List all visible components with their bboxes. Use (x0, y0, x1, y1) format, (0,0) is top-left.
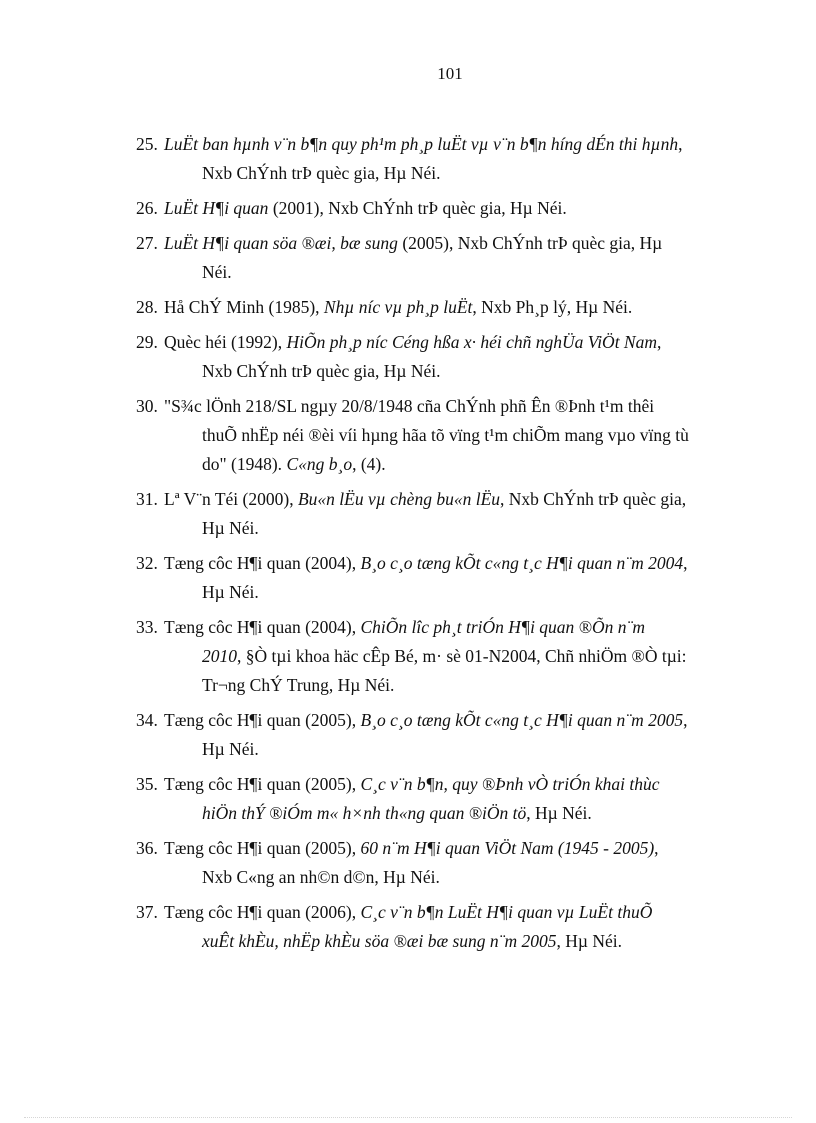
reference-title-segment: B¸o c¸o tæng kÕt c«ng t¸c H¶i quan n¨m 2004 (360, 553, 684, 573)
reference-line (164, 233, 662, 253)
reference-text (164, 229, 739, 287)
reference-number: 26. (136, 198, 158, 218)
reference-text-segment: Tr¬ng ChÝ Trung, Hµ Néi. (202, 675, 395, 695)
reference-number: 34. (136, 710, 158, 730)
reference-item (136, 549, 739, 607)
reference-text-segment: Hµ Néi. (202, 518, 259, 538)
reference-text-segment: Nxb ChÝnh trÞ quèc gia, Hµ Néi. (202, 163, 441, 183)
reference-line (164, 578, 739, 607)
reference-item (136, 194, 739, 223)
reference-line (164, 357, 739, 386)
reference-number: 35. (136, 774, 158, 794)
reference-line (164, 198, 567, 218)
reference-number: 31. (136, 489, 158, 509)
reference-text-segment: , (683, 710, 688, 730)
reference-item (136, 485, 739, 543)
reference-line (164, 553, 688, 573)
reference-line (164, 710, 688, 730)
reference-text-segment: Tæng côc H¶i quan (2006), (164, 902, 361, 922)
reference-title-segment: LuËt H¶i quan söa ®æi, bæ sung (164, 233, 398, 253)
reference-text-segment: Nxb ChÝnh trÞ quèc gia, Hµ Néi. (202, 361, 441, 381)
reference-line (164, 258, 739, 287)
reference-text-segment: , (657, 332, 662, 352)
reference-line (164, 617, 645, 637)
reference-number: 28. (136, 297, 158, 317)
reference-text (164, 392, 739, 479)
reference-text (164, 293, 739, 322)
reference-text (164, 328, 739, 386)
reference-text-segment: , (654, 838, 659, 858)
reference-item (136, 328, 739, 386)
reference-title-segment: LuËt H¶i quan (164, 198, 269, 218)
reference-text (164, 613, 739, 700)
reference-line (164, 927, 739, 956)
reference-item (136, 706, 739, 764)
reference-number: 36. (136, 838, 158, 858)
reference-line (164, 514, 739, 543)
reference-title-segment: 2010 (202, 646, 237, 666)
reference-text-segment: "S¾c lÖnh 218/SL ngµy 20/8/1948 cña ChÝnh phñ Ên ®Þnh t¹m thêi (164, 396, 655, 416)
reference-text (164, 898, 739, 956)
reference-text-segment: , Hµ Néi. (526, 803, 592, 823)
reference-title-segment: C¸c v¨n b¶n LuËt H¶i quan vµ LuËt thuÕ (360, 902, 653, 922)
reference-line (164, 134, 682, 154)
reference-text-segment: (2005), Nxb ChÝnh trÞ quèc gia, Hµ (397, 233, 663, 253)
reference-text-segment: , Nxb Ph¸p lý, Hµ Néi. (472, 297, 633, 317)
reference-line (164, 863, 739, 892)
reference-item (136, 293, 739, 322)
reference-item (136, 613, 739, 700)
reference-text (164, 549, 739, 607)
reference-text-segment: Tæng côc H¶i quan (2005), (164, 710, 361, 730)
reference-text-segment: Lª V¨n Téi (2000), (164, 489, 298, 509)
reference-text-segment: Tæng côc H¶i quan (2004), (164, 617, 361, 637)
reference-line (164, 159, 739, 188)
reference-text-segment: , (683, 553, 688, 573)
reference-text-segment: Hå ChÝ Minh (1985), (164, 297, 324, 317)
reference-text (164, 194, 739, 223)
page-bottom-divider (24, 1117, 792, 1118)
reference-text-segment: Nxb C«ng an nh©n d©n, Hµ Néi. (202, 867, 440, 887)
reference-item (136, 130, 739, 188)
reference-title-segment: Nhµ níc vµ ph¸p luËt (323, 297, 473, 317)
reference-title-segment: HiÕn ph¸p níc Céng hßa x· héi chñ nghÜa ViÖt Nam (286, 332, 657, 352)
reference-item (136, 229, 739, 287)
reference-line (164, 297, 632, 317)
reference-text-segment: Tæng côc H¶i quan (2005), (164, 838, 361, 858)
reference-text-segment: , Hµ Néi. (556, 931, 623, 951)
reference-title-segment: ChiÕn lîc ph¸t triÓn H¶i quan ®Õn n¨m (360, 617, 645, 637)
reference-text (164, 706, 739, 764)
reference-text (164, 130, 739, 188)
reference-text-segment: do" (1948). (202, 454, 287, 474)
reference-line (164, 489, 686, 509)
reference-line (164, 735, 739, 764)
reference-item (136, 770, 739, 828)
reference-text-segment: (2001), Nxb ChÝnh trÞ quèc gia, Hµ Néi. (268, 198, 567, 218)
reference-title-segment: Bu«n lËu vµ chèng bu«n lËu (297, 489, 501, 509)
reference-line (164, 421, 739, 450)
reference-number: 32. (136, 553, 158, 573)
reference-title-segment: 60 n¨m H¶i quan ViÖt Nam (1945 - 2005) (360, 838, 655, 858)
reference-title-segment: C«ng b¸o (286, 454, 353, 474)
reference-line (164, 774, 659, 794)
reference-text-segment: Hµ Néi. (202, 739, 259, 759)
reference-title-segment: xuÊt khÈu, nhËp khÈu söa ®æi bæ sung n¨m 2005 (202, 931, 557, 951)
reference-number: 27. (136, 233, 158, 253)
reference-line (164, 396, 654, 416)
reference-number: 30. (136, 396, 158, 416)
reference-text-segment: , §Ò tµi khoa häc cÊp Bé, m· sè 01-N2004, Chñ nhiÖm ®Ò tµi: (237, 646, 687, 666)
reference-text-segment: Hµ Néi. (202, 582, 259, 602)
reference-text-segment: Tæng côc H¶i quan (2005), (164, 774, 361, 794)
reference-line (164, 799, 739, 828)
reference-title-segment: C¸c v¨n b¶n, quy ®Þnh vÒ triÓn khai thùc (360, 774, 660, 794)
reference-text-segment: thuÕ nhËp néi ®èi víi hµng hãa tõ vïng t¹m chiÕm mang vµo vïng tù (202, 425, 689, 445)
reference-text-segment: , Nxb ChÝnh trÞ quèc gia, (500, 489, 687, 509)
reference-item (136, 392, 739, 479)
reference-line (164, 332, 661, 352)
reference-text (164, 770, 739, 828)
reference-number: 29. (136, 332, 158, 352)
reference-line (164, 902, 652, 922)
reference-item (136, 898, 739, 956)
reference-line (164, 450, 739, 479)
reference-item (136, 834, 739, 892)
reference-line (164, 838, 659, 858)
reference-text-segment: Quèc héi (1992), (164, 332, 287, 352)
reference-text (164, 485, 739, 543)
reference-text-segment: Néi. (202, 262, 232, 282)
reference-text (164, 834, 739, 892)
reference-number: 33. (136, 617, 158, 637)
reference-list (136, 130, 739, 962)
reference-line (164, 642, 739, 671)
reference-text-segment: Tæng côc H¶i quan (2004), (164, 553, 361, 573)
reference-number: 37. (136, 902, 158, 922)
reference-title-segment: B¸o c¸o tæng kÕt c«ng t¸c H¶i quan n¨m 2005 (360, 710, 684, 730)
reference-text-segment: , (4). (352, 454, 386, 474)
reference-title-segment: LuËt ban hµnh v¨n b¶n quy ph¹m ph¸p luËt vµ v¨n b¶n híng dÉn thi hµnh (164, 134, 679, 154)
reference-line (164, 671, 739, 700)
reference-text-segment: , (678, 134, 683, 154)
reference-number: 25. (136, 134, 158, 154)
reference-title-segment: hiÖn thÝ ®iÓm m« h×nh th«ng quan ®iÖn tö (202, 803, 527, 823)
page-number: 101 (437, 64, 463, 83)
